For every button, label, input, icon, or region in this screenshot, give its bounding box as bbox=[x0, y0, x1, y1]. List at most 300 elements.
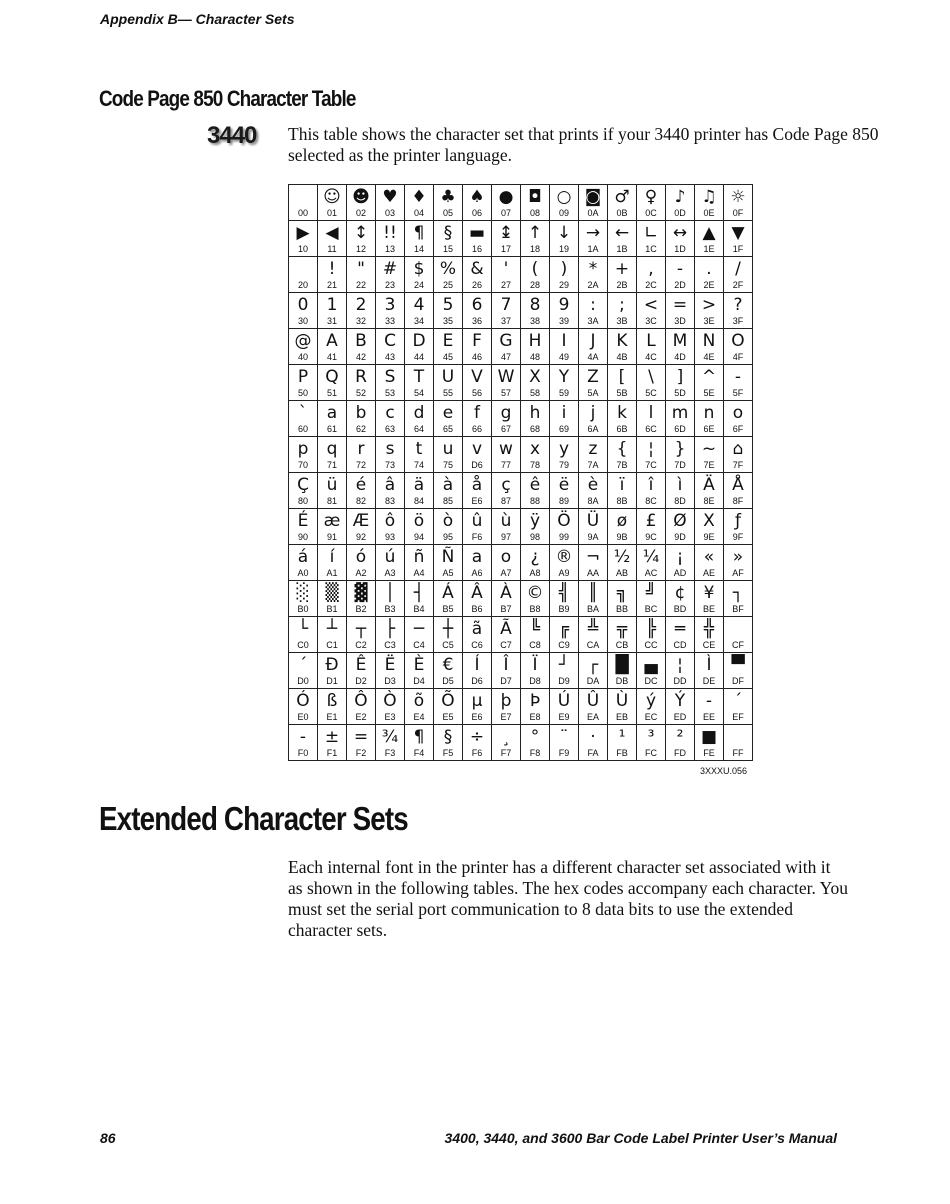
character-cell bbox=[521, 617, 550, 653]
hex-code: 7A bbox=[587, 460, 599, 470]
figure-reference: 3XXXU.056 bbox=[700, 766, 748, 776]
character-cell bbox=[724, 329, 753, 365]
character-cell bbox=[492, 221, 521, 257]
hex-code: 36 bbox=[471, 316, 482, 326]
hex-code: D6 bbox=[471, 460, 483, 470]
character-glyph: ♥ bbox=[382, 187, 398, 207]
hex-code: 08 bbox=[529, 208, 540, 218]
character-cell bbox=[637, 329, 666, 365]
character-glyph: Ñ bbox=[441, 547, 455, 567]
character-glyph: ) bbox=[560, 259, 568, 279]
character-cell bbox=[318, 653, 347, 689]
character-glyph: ♣ bbox=[440, 187, 456, 207]
hex-code: 5B bbox=[616, 388, 628, 398]
character-glyph: O bbox=[731, 331, 745, 351]
character-glyph: ã bbox=[471, 619, 483, 639]
character-cell bbox=[289, 221, 318, 257]
character-glyph: ∟ bbox=[643, 223, 659, 243]
character-glyph: ▄ bbox=[644, 655, 658, 675]
hex-code: CB bbox=[615, 640, 629, 650]
table-row bbox=[289, 509, 753, 545]
hex-code: 80 bbox=[297, 496, 308, 506]
character-cell bbox=[579, 221, 608, 257]
hex-code: C0 bbox=[297, 640, 309, 650]
character-glyph: ¶ bbox=[413, 223, 425, 243]
hex-code: EB bbox=[615, 712, 628, 722]
character-cell bbox=[289, 365, 318, 401]
character-glyph: S bbox=[384, 367, 396, 387]
character-glyph: Ç bbox=[297, 475, 309, 495]
character-glyph: ¼ bbox=[642, 547, 660, 567]
character-cell bbox=[289, 329, 318, 365]
character-glyph: ò bbox=[442, 511, 454, 531]
character-cell bbox=[637, 185, 666, 221]
character-cell bbox=[521, 437, 550, 473]
character-glyph: / bbox=[735, 259, 741, 279]
hex-code: 64 bbox=[413, 424, 424, 434]
character-glyph: Ò bbox=[383, 691, 397, 711]
hex-code: 24 bbox=[413, 280, 424, 290]
character-glyph: « bbox=[703, 547, 715, 567]
character-cell bbox=[347, 329, 376, 365]
character-cell bbox=[347, 257, 376, 293]
character-cell bbox=[492, 689, 521, 725]
hex-code: 0E bbox=[703, 208, 715, 218]
hex-code: 69 bbox=[558, 424, 569, 434]
character-glyph: ¦ bbox=[677, 655, 683, 675]
character-cell bbox=[347, 509, 376, 545]
character-cell bbox=[492, 545, 521, 581]
character-cell bbox=[318, 689, 347, 725]
hex-code: 72 bbox=[355, 460, 366, 470]
character-cell bbox=[608, 617, 637, 653]
character-glyph: ↔ bbox=[672, 223, 688, 243]
character-cell bbox=[434, 725, 463, 761]
character-cell bbox=[434, 293, 463, 329]
character-glyph: â bbox=[384, 475, 396, 495]
hex-code: 28 bbox=[529, 280, 540, 290]
character-glyph: ù bbox=[500, 511, 512, 531]
hex-code: 70 bbox=[297, 460, 308, 470]
hex-code: A8 bbox=[529, 568, 541, 578]
character-glyph: ë bbox=[558, 475, 570, 495]
hex-code: F9 bbox=[558, 748, 570, 758]
hex-code: 6C bbox=[645, 424, 657, 434]
character-glyph: ▀ bbox=[731, 655, 745, 675]
table-row bbox=[289, 401, 753, 437]
character-glyph: ↑ bbox=[527, 223, 543, 243]
character-glyph: I bbox=[561, 331, 567, 351]
character-glyph: A bbox=[326, 331, 338, 351]
character-glyph: D bbox=[412, 331, 426, 351]
character-cell bbox=[724, 221, 753, 257]
hex-code: DC bbox=[644, 676, 658, 686]
character-cell bbox=[492, 257, 521, 293]
hex-code: DB bbox=[615, 676, 629, 686]
hex-code: F4 bbox=[413, 748, 425, 758]
character-glyph: ` bbox=[298, 403, 308, 423]
character-glyph: á bbox=[297, 547, 309, 567]
character-glyph: ▼ bbox=[731, 223, 745, 243]
character-cell bbox=[724, 581, 753, 617]
hex-code: 9A bbox=[587, 532, 599, 542]
character-glyph: ↕ bbox=[353, 223, 369, 243]
character-cell bbox=[405, 401, 434, 437]
character-glyph: ´ bbox=[733, 691, 743, 711]
character-glyph: ▓ bbox=[354, 583, 368, 603]
hex-code: 56 bbox=[471, 388, 482, 398]
character-cell bbox=[608, 329, 637, 365]
hex-code: 1E bbox=[703, 244, 715, 254]
character-glyph: ┼ bbox=[442, 619, 454, 639]
character-cell bbox=[695, 293, 724, 329]
hex-code: D2 bbox=[355, 676, 367, 686]
hex-code: 82 bbox=[355, 496, 366, 506]
hex-code: CC bbox=[644, 640, 658, 650]
character-glyph: ═ bbox=[674, 619, 686, 639]
character-cell bbox=[550, 617, 579, 653]
character-glyph: Ü bbox=[586, 511, 600, 531]
hex-code: CD bbox=[673, 640, 687, 650]
hex-code: 1B bbox=[616, 244, 628, 254]
hex-code: A1 bbox=[326, 568, 338, 578]
character-glyph: è bbox=[587, 475, 599, 495]
character-glyph: ♀ bbox=[644, 187, 658, 207]
character-cell bbox=[666, 401, 695, 437]
character-glyph: ¥ bbox=[703, 583, 715, 603]
hex-code: 37 bbox=[500, 316, 511, 326]
character-glyph: a bbox=[471, 547, 483, 567]
character-glyph: V bbox=[471, 367, 483, 387]
character-glyph: § bbox=[443, 727, 453, 747]
hex-code: A0 bbox=[297, 568, 309, 578]
hex-code: A2 bbox=[355, 568, 367, 578]
character-cell bbox=[405, 221, 434, 257]
character-glyph: ƒ bbox=[735, 511, 741, 531]
section-title-code-page-850: Code Page 850 Character Table bbox=[99, 86, 356, 111]
hex-code: A7 bbox=[500, 568, 512, 578]
character-glyph: ± bbox=[324, 727, 340, 747]
character-cell bbox=[463, 293, 492, 329]
character-glyph: æ bbox=[323, 511, 341, 531]
hex-code: 59 bbox=[558, 388, 569, 398]
hex-code: 48 bbox=[529, 352, 540, 362]
character-glyph: X bbox=[529, 367, 541, 387]
character-cell bbox=[289, 653, 318, 689]
hex-code: 39 bbox=[558, 316, 569, 326]
hex-code: E0 bbox=[297, 712, 309, 722]
hex-code: E7 bbox=[500, 712, 512, 722]
hex-code: 12 bbox=[355, 244, 366, 254]
character-cell bbox=[405, 293, 434, 329]
hex-code: 4D bbox=[674, 352, 686, 362]
hex-code: 10 bbox=[297, 244, 308, 254]
character-glyph: å bbox=[471, 475, 483, 495]
hex-code: 15 bbox=[442, 244, 453, 254]
character-cell bbox=[521, 725, 550, 761]
character-cell bbox=[695, 473, 724, 509]
character-glyph: , bbox=[648, 259, 654, 279]
hex-code: BD bbox=[673, 604, 687, 614]
character-glyph: ╠ bbox=[645, 619, 657, 639]
hex-code: 6A bbox=[587, 424, 599, 434]
character-cell bbox=[463, 725, 492, 761]
hex-code: 8E bbox=[703, 496, 715, 506]
character-cell bbox=[376, 545, 405, 581]
character-glyph: í bbox=[329, 547, 335, 567]
hex-code: 1A bbox=[587, 244, 599, 254]
hex-code: 1F bbox=[732, 244, 744, 254]
character-glyph: ^ bbox=[701, 367, 717, 387]
character-glyph: w bbox=[499, 439, 513, 459]
character-cell bbox=[347, 185, 376, 221]
character-cell bbox=[347, 437, 376, 473]
running-header: Appendix B— Character Sets bbox=[100, 11, 295, 27]
hex-code: BB bbox=[615, 604, 628, 614]
character-cell bbox=[463, 689, 492, 725]
hex-code: 84 bbox=[413, 496, 424, 506]
hex-code: 5D bbox=[674, 388, 686, 398]
character-cell bbox=[695, 257, 724, 293]
character-cell bbox=[347, 581, 376, 617]
character-cell bbox=[579, 329, 608, 365]
character-glyph: ▲ bbox=[702, 223, 716, 243]
hex-code: A3 bbox=[384, 568, 396, 578]
hex-code: A4 bbox=[413, 568, 425, 578]
character-glyph: ¬ bbox=[585, 547, 601, 567]
hex-code: 25 bbox=[442, 280, 453, 290]
character-cell bbox=[434, 473, 463, 509]
hex-code: 68 bbox=[529, 424, 540, 434]
character-cell bbox=[724, 545, 753, 581]
hex-code: 49 bbox=[558, 352, 569, 362]
hex-code: D4 bbox=[413, 676, 425, 686]
character-cell bbox=[724, 257, 753, 293]
hex-code: 2D bbox=[674, 280, 686, 290]
character-glyph: P bbox=[297, 367, 309, 387]
character-glyph: ó bbox=[355, 547, 367, 567]
hex-code: A6 bbox=[471, 568, 483, 578]
hex-code: 51 bbox=[326, 388, 337, 398]
character-glyph: Ú bbox=[557, 691, 571, 711]
hex-code: 42 bbox=[355, 352, 366, 362]
character-glyph: ♫ bbox=[701, 187, 717, 207]
character-cell bbox=[666, 617, 695, 653]
hex-code: F2 bbox=[355, 748, 367, 758]
character-glyph: u bbox=[442, 439, 454, 459]
character-cell bbox=[637, 293, 666, 329]
hex-code: 7E bbox=[703, 460, 715, 470]
hex-code: E3 bbox=[384, 712, 396, 722]
hex-code: EC bbox=[644, 712, 658, 722]
hex-code: 87 bbox=[500, 496, 511, 506]
hex-code: 9D bbox=[674, 532, 686, 542]
character-glyph: É bbox=[297, 511, 309, 531]
character-cell bbox=[405, 257, 434, 293]
hex-code: 98 bbox=[529, 532, 540, 542]
hex-code: 3A bbox=[587, 316, 599, 326]
character-cell bbox=[434, 221, 463, 257]
character-cell bbox=[579, 617, 608, 653]
character-glyph: !! bbox=[383, 223, 397, 243]
character-cell bbox=[521, 545, 550, 581]
character-glyph: Î bbox=[503, 655, 509, 675]
character-glyph: ô bbox=[384, 511, 396, 531]
page-number: 86 bbox=[100, 1130, 116, 1146]
character-cell bbox=[463, 365, 492, 401]
hex-code: AC bbox=[644, 568, 658, 578]
character-glyph: 0 bbox=[297, 295, 309, 315]
character-cell bbox=[405, 185, 434, 221]
hex-code: 4F bbox=[732, 352, 744, 362]
printer-model-badge: 3440 bbox=[207, 122, 257, 149]
character-cell bbox=[463, 581, 492, 617]
hex-code: E1 bbox=[326, 712, 338, 722]
hex-code: EF bbox=[732, 712, 744, 722]
hex-code: 41 bbox=[326, 352, 337, 362]
character-glyph: n bbox=[703, 403, 715, 423]
hex-code: B4 bbox=[413, 604, 425, 614]
hex-code: 06 bbox=[471, 208, 482, 218]
character-glyph: + bbox=[614, 259, 630, 279]
hex-code: C1 bbox=[326, 640, 338, 650]
character-cell bbox=[666, 581, 695, 617]
hex-code: 34 bbox=[413, 316, 424, 326]
hex-code: B3 bbox=[384, 604, 396, 614]
character-glyph: k bbox=[617, 403, 627, 423]
character-glyph: ý bbox=[645, 691, 657, 711]
character-cell bbox=[492, 509, 521, 545]
character-cell bbox=[289, 725, 318, 761]
character-glyph: µ bbox=[471, 691, 483, 711]
character-glyph: R bbox=[355, 367, 367, 387]
character-glyph: Â bbox=[471, 583, 483, 603]
character-glyph: Ë bbox=[384, 655, 396, 675]
character-glyph: ï bbox=[619, 475, 625, 495]
table-row bbox=[289, 437, 753, 473]
character-cell bbox=[405, 473, 434, 509]
character-glyph: ╗ bbox=[616, 583, 628, 603]
character-glyph: ○ bbox=[556, 187, 572, 207]
hex-code: F5 bbox=[442, 748, 454, 758]
character-glyph: ╝ bbox=[645, 583, 657, 603]
hex-code: 31 bbox=[326, 316, 337, 326]
character-glyph: ! bbox=[328, 259, 336, 279]
character-cell bbox=[405, 365, 434, 401]
character-glyph: ♪ bbox=[674, 187, 686, 207]
hex-code: 1D bbox=[674, 244, 686, 254]
character-cell bbox=[376, 437, 405, 473]
character-cell bbox=[608, 365, 637, 401]
character-cell bbox=[289, 509, 318, 545]
hex-code: 23 bbox=[384, 280, 395, 290]
character-glyph: ç bbox=[501, 475, 511, 495]
hex-code: 58 bbox=[529, 388, 540, 398]
character-cell bbox=[550, 509, 579, 545]
character-glyph: ┤ bbox=[413, 583, 425, 603]
character-glyph: : bbox=[590, 295, 596, 315]
character-glyph: à bbox=[442, 475, 454, 495]
hex-code: 92 bbox=[355, 532, 366, 542]
character-glyph: ( bbox=[531, 259, 539, 279]
character-cell bbox=[724, 617, 753, 653]
character-glyph: ³ bbox=[647, 727, 655, 747]
character-glyph: B bbox=[355, 331, 367, 351]
character-cell bbox=[492, 617, 521, 653]
character-cell bbox=[550, 437, 579, 473]
hex-code: 3E bbox=[703, 316, 715, 326]
character-glyph: - bbox=[734, 367, 742, 387]
character-cell bbox=[434, 581, 463, 617]
character-cell bbox=[579, 437, 608, 473]
character-cell bbox=[492, 401, 521, 437]
character-cell bbox=[318, 473, 347, 509]
hex-code: DE bbox=[702, 676, 716, 686]
hex-code: DF bbox=[732, 676, 744, 686]
hex-code: 97 bbox=[500, 532, 511, 542]
character-cell bbox=[376, 221, 405, 257]
character-glyph: - bbox=[705, 691, 713, 711]
hex-code: C3 bbox=[384, 640, 396, 650]
character-glyph: " bbox=[357, 259, 365, 279]
character-cell bbox=[289, 437, 318, 473]
character-glyph: - bbox=[676, 259, 684, 279]
character-cell bbox=[289, 473, 318, 509]
hex-code: 8B bbox=[616, 496, 628, 506]
table-row bbox=[289, 581, 753, 617]
hex-code: 03 bbox=[384, 208, 395, 218]
character-glyph: G bbox=[499, 331, 513, 351]
hex-code: D6 bbox=[471, 676, 483, 686]
character-cell bbox=[521, 473, 550, 509]
character-cell bbox=[695, 185, 724, 221]
hex-code: EA bbox=[586, 712, 599, 722]
character-cell bbox=[550, 401, 579, 437]
hex-code: 21 bbox=[326, 280, 337, 290]
character-cell bbox=[492, 329, 521, 365]
character-cell bbox=[550, 221, 579, 257]
character-glyph: l bbox=[648, 403, 654, 423]
character-cell bbox=[608, 185, 637, 221]
character-glyph: 1 bbox=[326, 295, 338, 315]
character-cell bbox=[463, 185, 492, 221]
character-glyph: ░ bbox=[296, 583, 310, 603]
character-cell bbox=[347, 725, 376, 761]
character-cell bbox=[434, 617, 463, 653]
character-glyph: Æ bbox=[352, 511, 370, 531]
character-glyph: Ö bbox=[557, 511, 571, 531]
hex-code: 65 bbox=[442, 424, 453, 434]
character-glyph: Û bbox=[586, 691, 600, 711]
hex-code: 75 bbox=[442, 460, 453, 470]
character-glyph: ú bbox=[384, 547, 396, 567]
character-cell bbox=[492, 293, 521, 329]
hex-code: FB bbox=[616, 748, 628, 758]
hex-code: 4B bbox=[616, 352, 628, 362]
character-cell bbox=[434, 545, 463, 581]
character-glyph: ° bbox=[530, 727, 540, 747]
hex-code: 33 bbox=[384, 316, 395, 326]
character-glyph: } bbox=[674, 439, 686, 459]
character-cell bbox=[434, 365, 463, 401]
character-cell bbox=[608, 473, 637, 509]
character-cell bbox=[376, 725, 405, 761]
character-table bbox=[288, 184, 753, 761]
character-cell bbox=[492, 365, 521, 401]
hex-code: C8 bbox=[529, 640, 541, 650]
character-glyph: $ bbox=[413, 259, 425, 279]
hex-code: E6 bbox=[471, 496, 483, 506]
